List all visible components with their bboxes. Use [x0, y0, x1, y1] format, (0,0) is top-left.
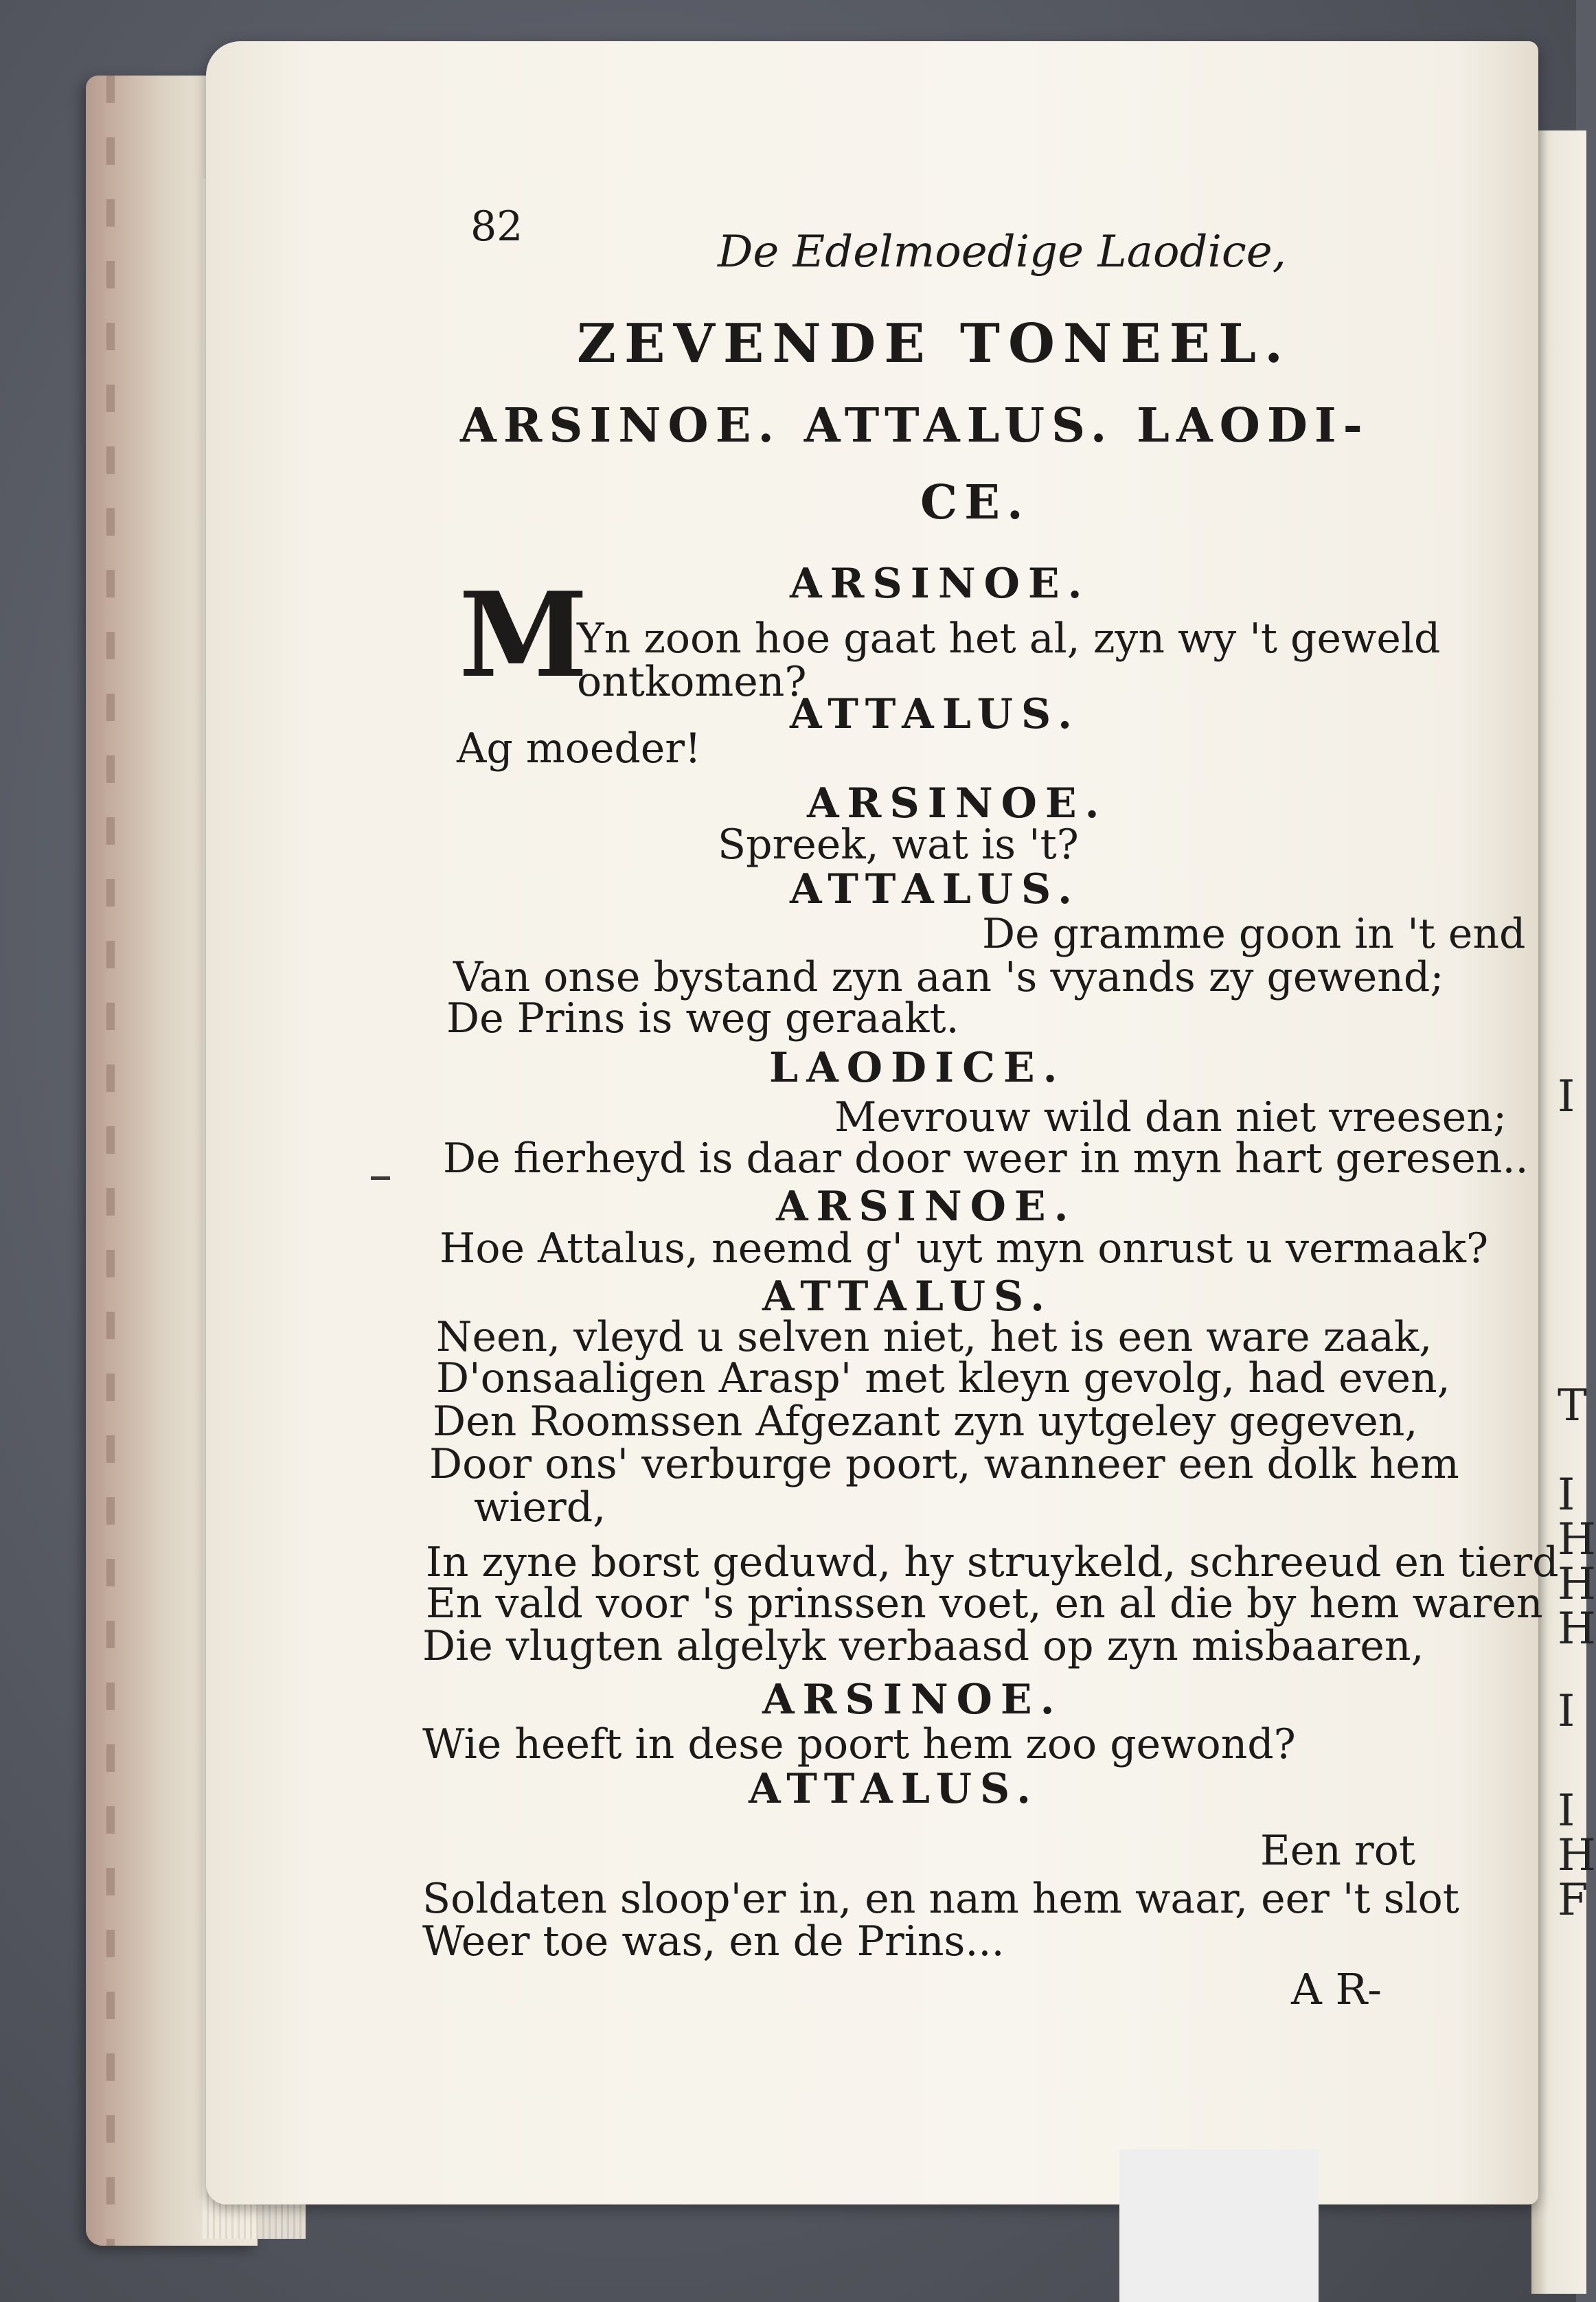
dropcap-letter: M — [459, 567, 589, 704]
verse-line: Yn zoon hoe gaat het al, zyn wy 't geweld — [577, 615, 1441, 663]
verse-line: D'onsaaligen Arasp' met kleyn gevolg, had even, — [436, 1354, 1450, 1402]
facing-page-letter: I — [1558, 1071, 1575, 1122]
verse-line: Van onse bystand zyn aan 's vyands zy gewend; — [453, 953, 1444, 1001]
verse-line: Door ons' verburge poort, wanneer een dolk hem — [429, 1440, 1459, 1488]
speaker-heading: ARSINOE. — [776, 1183, 1077, 1231]
page-number: 82 — [470, 203, 523, 251]
verse-line: De gramme goon in 't end — [982, 910, 1526, 958]
verse-line: Hoe Attalus, neemd g' uyt myn onrust u vermaak? — [440, 1224, 1489, 1273]
facing-page-letter: I — [1558, 1786, 1575, 1836]
verse-line: Spreek, wat is 't? — [718, 821, 1079, 869]
verse-line: Een rot — [1260, 1827, 1415, 1875]
verse-line: ontkomen? — [577, 658, 807, 706]
bottom-patch — [1119, 2150, 1319, 2302]
speaker-heading: ATTALUS. — [790, 865, 1081, 913]
verse-line: Wie heeft in dese poort hem zoo gewond? — [422, 1720, 1296, 1768]
verse-line: In zyne borst geduwd, hy struykeld, schreeud en tierd — [426, 1538, 1559, 1586]
speaker-heading: ARSINOE. — [762, 1676, 1063, 1724]
speaker-heading: ARSINOE. — [790, 560, 1091, 608]
speaker-heading: ARSINOE. — [807, 779, 1108, 828]
margin-mark — [371, 1176, 390, 1180]
speaker-heading: ATTALUS. — [790, 690, 1081, 738]
verse-line: De fierheyd is daar door weer in myn hart geresen.. — [443, 1135, 1529, 1183]
speaker-heading: ATTALUS. — [749, 1765, 1040, 1813]
facing-page-letter: F — [1558, 1875, 1588, 1926]
facing-page-letter: I — [1558, 1686, 1575, 1737]
catchword: A R- — [1291, 1964, 1382, 2014]
verse-line: Mevrouw wild dan niet vreesen; — [834, 1093, 1507, 1141]
scene-title: ZEVENDE TONEEL. — [577, 312, 1292, 375]
speaker-heading: ATTALUS. — [762, 1273, 1053, 1321]
speaker-heading: LAODICE. — [769, 1044, 1066, 1092]
facing-page — [1531, 130, 1586, 2294]
verse-line: De Prins is weg geraakt. — [446, 994, 959, 1042]
facing-page-letter: I — [1558, 1470, 1575, 1520]
verse-line: Weer toe was, en de Prins... — [422, 1917, 1005, 1965]
cast-list-line-2: CE. — [920, 475, 1030, 530]
verse-line: En vald voor 's prinssen voet, en al die by hem waren — [426, 1580, 1543, 1628]
facing-page-letter: H — [1558, 1604, 1596, 1654]
verse-line: Soldaten sloop'er in, en nam hem waar, eer 't slot — [422, 1875, 1459, 1923]
verse-line: Den Roomssen Afgezant zyn uytgeley gegeven, — [433, 1398, 1418, 1446]
verse-line: Neen, vleyd u selven niet, het is een ware zaak, — [436, 1313, 1433, 1361]
facing-page-letter: T — [1558, 1380, 1587, 1431]
verse-line: Ag moeder! — [457, 725, 702, 773]
running-head: De Edelmoedige Laodice, — [718, 227, 1286, 277]
verse-line: Die vlugten algelyk verbaasd op zyn misbaaren, — [422, 1622, 1424, 1670]
cast-list-line-1: ARSINOE. ATTALUS. LAODI- — [460, 398, 1369, 453]
facing-page-letter: H — [1558, 1559, 1596, 1610]
facing-page-letter: H — [1558, 1514, 1596, 1565]
facing-page-letter: H — [1558, 1830, 1596, 1881]
verse-line: wierd, — [474, 1483, 606, 1531]
